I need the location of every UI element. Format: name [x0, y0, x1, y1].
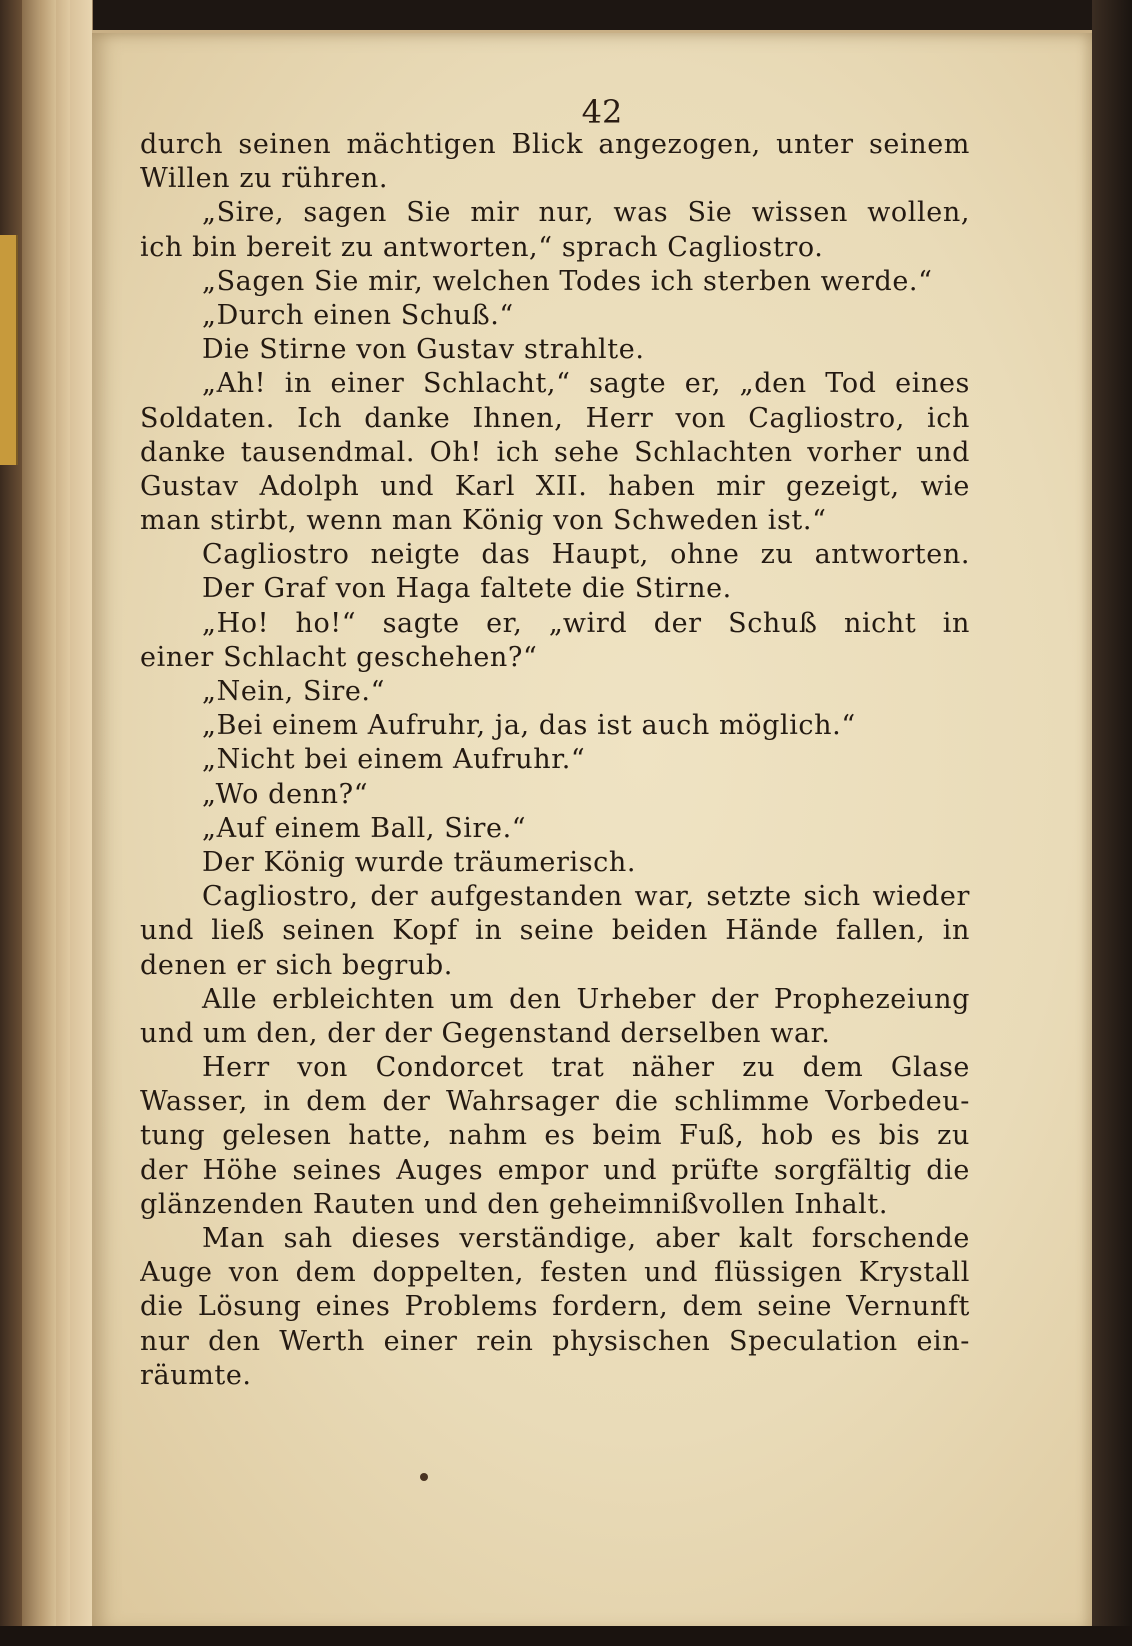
text-line: „Auf einem Ball, Sire.“	[202, 812, 527, 844]
text-line: Auge von dem doppelten, festen und flüssigen Krystall	[140, 1257, 970, 1289]
text-line: „Durch einen Schuß.“	[202, 299, 514, 331]
text-line: tung gelesen hatte, nahm es beim Fuß, hob es bis zu	[140, 1120, 970, 1152]
text-line: Man sah dieses verständige, aber kalt forschende	[202, 1223, 970, 1254]
text-line: nur den Werth einer rein physischen Speculation ein-	[140, 1325, 970, 1357]
text-line: „Ah! in einer Schlacht,“ sagte er, „den Tod eines	[202, 368, 970, 400]
text-line: und um den, der der Gegenstand derselben war.	[140, 1017, 831, 1049]
text-line: man stirbt, wenn man König von Schweden ist.“	[140, 505, 827, 537]
text-line: Die Stirne von Gustav strahlte.	[202, 334, 645, 366]
text-line: Wasser, in dem der Wahrsager die schlimme Vorbedeu-	[140, 1086, 970, 1118]
text-line: Herr von Condorcet trat näher zu dem Glase	[202, 1052, 970, 1084]
text-line: die Lösung eines Problems fordern, dem seine Vernunft	[140, 1291, 970, 1323]
text-line: ich bin bereit zu antworten,“ sprach Cagliostro.	[140, 231, 824, 263]
text-line: Der König wurde träumerisch.	[202, 846, 637, 878]
text-line: „Sire, sagen Sie mir nur, was Sie wissen wollen,	[202, 197, 970, 229]
page-text	[140, 128, 970, 1393]
text-line: „Nicht bei einem Aufruhr.“	[202, 744, 586, 776]
text-line: Cagliostro, der aufgestanden war, setzte sich wieder	[202, 881, 970, 913]
text-line: Gustav Adolph und Karl XII. haben mir gezeigt, wie	[140, 470, 970, 502]
text-line: „Bei einem Aufruhr, ja, das ist auch möglich.“	[202, 710, 856, 742]
text-line: der Höhe seines Auges empor und prüfte sorgfältig die	[140, 1154, 970, 1186]
bookmark-tab	[0, 235, 18, 465]
scan-background	[0, 1626, 1132, 1646]
text-line: Soldaten. Ich danke Ihnen, Herr von Cagliostro, ich	[140, 402, 970, 434]
text-line: glänzenden Rauten und den geheimnißvollen Inhalt.	[140, 1188, 889, 1220]
facing-page-edge	[1092, 0, 1132, 1646]
text-line: „Sagen Sie mir, welchen Todes ich sterben werde.“	[202, 265, 933, 297]
page-edge-stack	[56, 0, 71, 1646]
text-line: durch seinen mächtigen Blick angezogen, unter seinem	[140, 129, 970, 160]
text-line: danke tausendmal. Oh! ich sehe Schlachten vorher und	[140, 436, 970, 468]
text-line: und ließ seinen Kopf in seine beiden Hände fallen, in	[140, 915, 970, 947]
page-edge-stack	[70, 0, 93, 1646]
text-line: räumte.	[140, 1359, 252, 1391]
text-line: Der Graf von Haga faltete die Stirne.	[202, 573, 732, 605]
page-edge-stack	[22, 0, 41, 1646]
text-line: „Nein, Sire.“	[202, 676, 385, 707]
text-line: Cagliostro neigte das Haupt, ohne zu antworten.	[202, 539, 970, 571]
text-line: „Ho! ho!“ sagte er, „wird der Schuß nicht in	[202, 607, 970, 639]
text-line: Alle erbleichten um den Urheber der Prophezeiung	[202, 983, 970, 1015]
page-edge-stack	[40, 0, 57, 1646]
text-line: Willen zu rühren.	[140, 163, 389, 195]
text-line: „Wo denn?“	[202, 778, 369, 810]
text-line: denen er sich begrub.	[140, 949, 453, 981]
ink-spot	[420, 1473, 428, 1481]
text-line: einer Schlacht geschehen?“	[140, 641, 538, 673]
page-number: 42	[581, 93, 623, 131]
